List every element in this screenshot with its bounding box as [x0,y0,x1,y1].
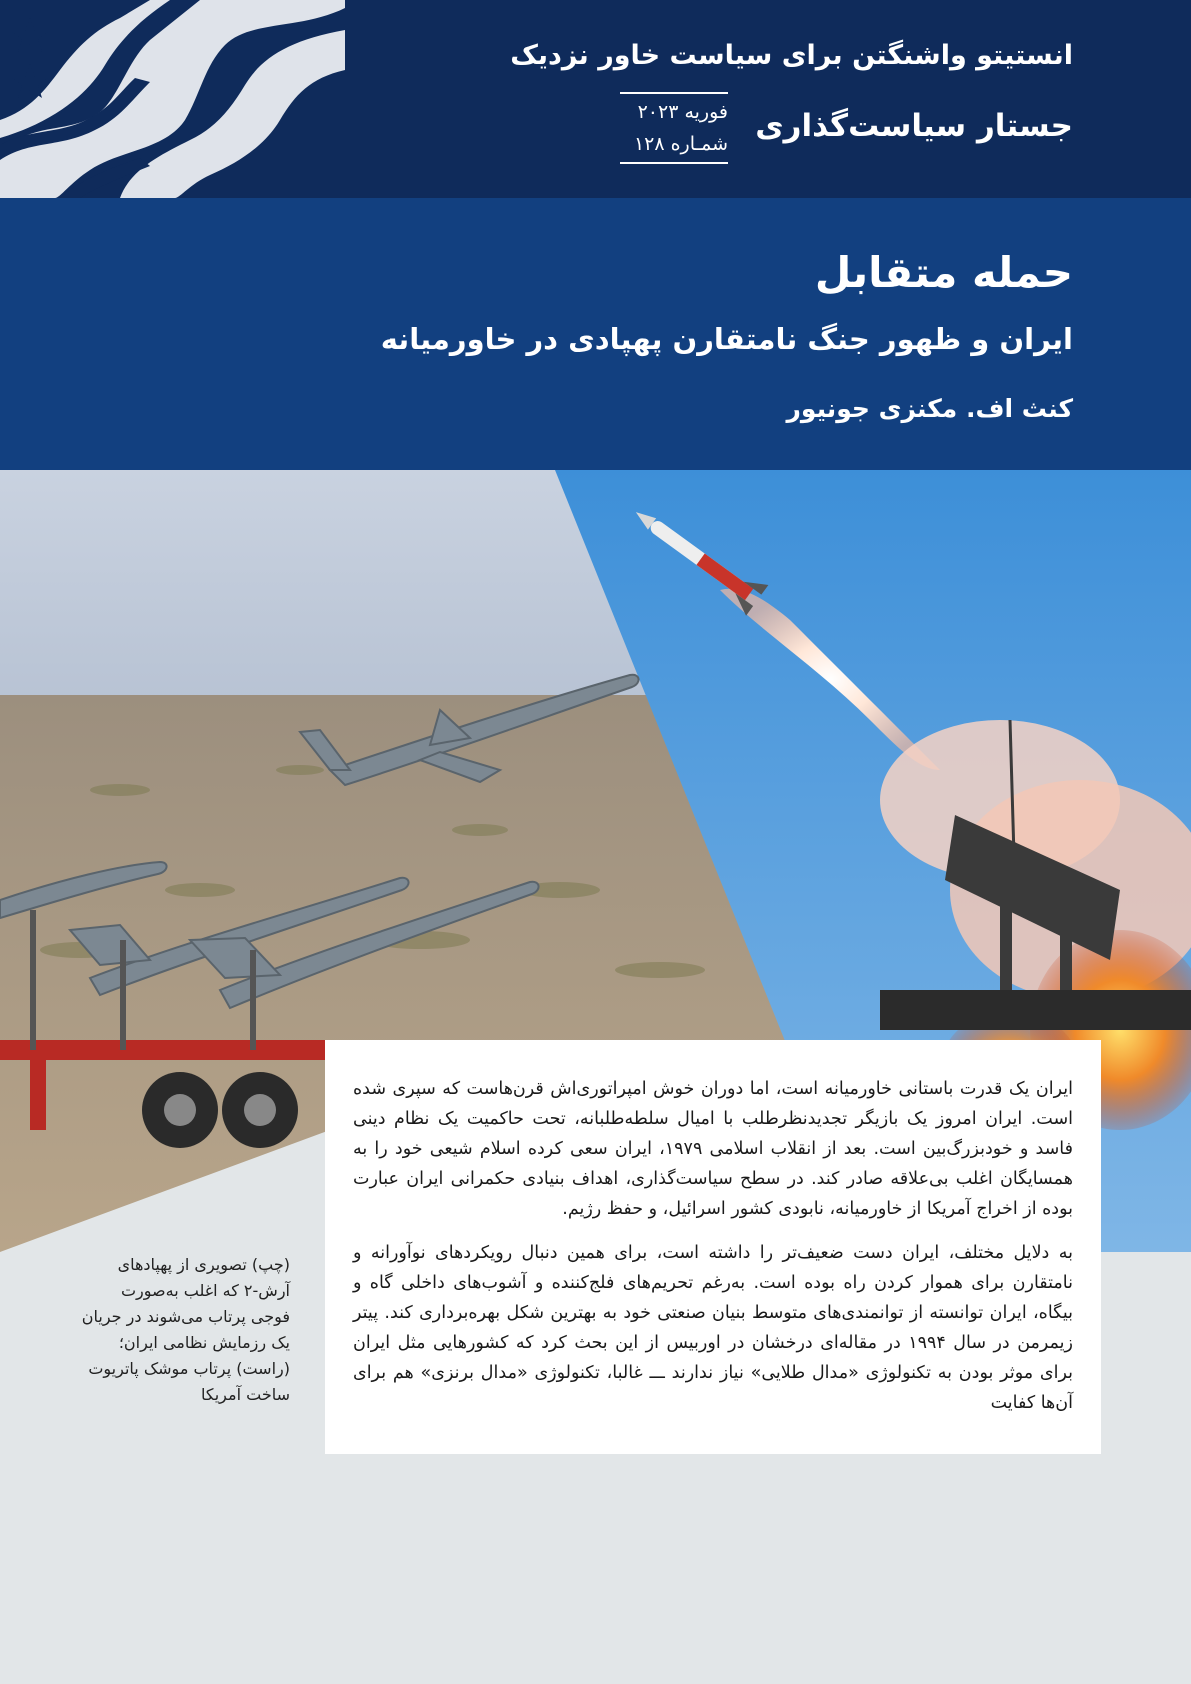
title-band [0,198,1191,470]
caption-line: فوجی پرتاب می‌شوند در جریان [81,1307,290,1326]
caption-line: ساخت آمریکا [201,1385,290,1404]
author-name: کنث اف. مکنزی جونیور [786,394,1073,423]
paragraph-1: ایران یک قدرت باستانی خاورمیانه است، اما دوران خوش امپراتوری‌اش قرن‌هاست که سپری شده است. ایران امروز یک بازیگر تجدیدنظرطلب با امیال سلطه‌طلبانه، تحت حاکمیت یک نظام دینی فاسد و خودبزرگ‌بین است. بعد از انقلاب اسلامی ۱۹۷۹، ایران سعی کرده اسلام شیعی خود را به همسایگان اغلب بی‌علاقه صادر کند. در سطح سیاست‌گذاری، اهداف بنیادی حکمرانی ایران عبارت بوده از اخراج آمریکا از خاورمیانه، نابودی کشور اسرائیل، و حفظ رژیم. [353,1079,1073,1219]
header-band [0,0,1191,198]
caption-line: آرش-۲ که اغلب به‌صورت [120,1281,290,1300]
photo-caption [80,1252,290,1408]
paragraph-2: به دلایل مختلف، ایران دست ضعیف‌تر را داشته است، برای همین دنبال رویکردهای نوآورانه و نامتقارن برای هموار کردن راه بوده است. به‌رغم تحریم‌های فلج‌کننده و آشوب‌های داخلی گاه و بیگاه، ایران توانسته از توانمندی‌های متوسط بنیان صنعتی خود به بهترین شکل بهره‌برداری کند. پیتر زیمرمن در سال ۱۹۹۴ در مقاله‌ای درخشان در اوربیس از این بحث کرد که کشورهایی مثل ایران برای موثر بودن به تکنولوژی «مدال طلایی» نیاز ندارند ـــ غالبا، تکنولوژی «مدال برنزی» هم برای آن‌ها کفایت [353,1243,1073,1413]
page-title: حمله متقابل [814,248,1073,297]
flag-logo-graphic [0,0,345,198]
page-subtitle: ایران و ظهور جنگ نامتقارن پهپادی در خاورمیانه [380,322,1073,356]
institute-logo [0,0,345,198]
issue-date: فوریه ۲۰۲۳ [637,101,728,123]
issue-number: شمـاره ۱۲۸ [633,133,728,155]
caption-line: (راست) پرتاب موشک پاتریوت [88,1359,290,1378]
caption-line: یک رزمایش نظامی ایران؛ [118,1333,290,1352]
article-body [325,1040,1101,1454]
caption-line: (چپ) تصویری از پهپادهای [117,1255,290,1274]
institute-name: انستیتو واشنگتن برای سیاست خاور نزدیک [510,40,1073,71]
series-title: جستار سیاست‌گذاری [755,108,1073,144]
issue-info [620,92,728,164]
